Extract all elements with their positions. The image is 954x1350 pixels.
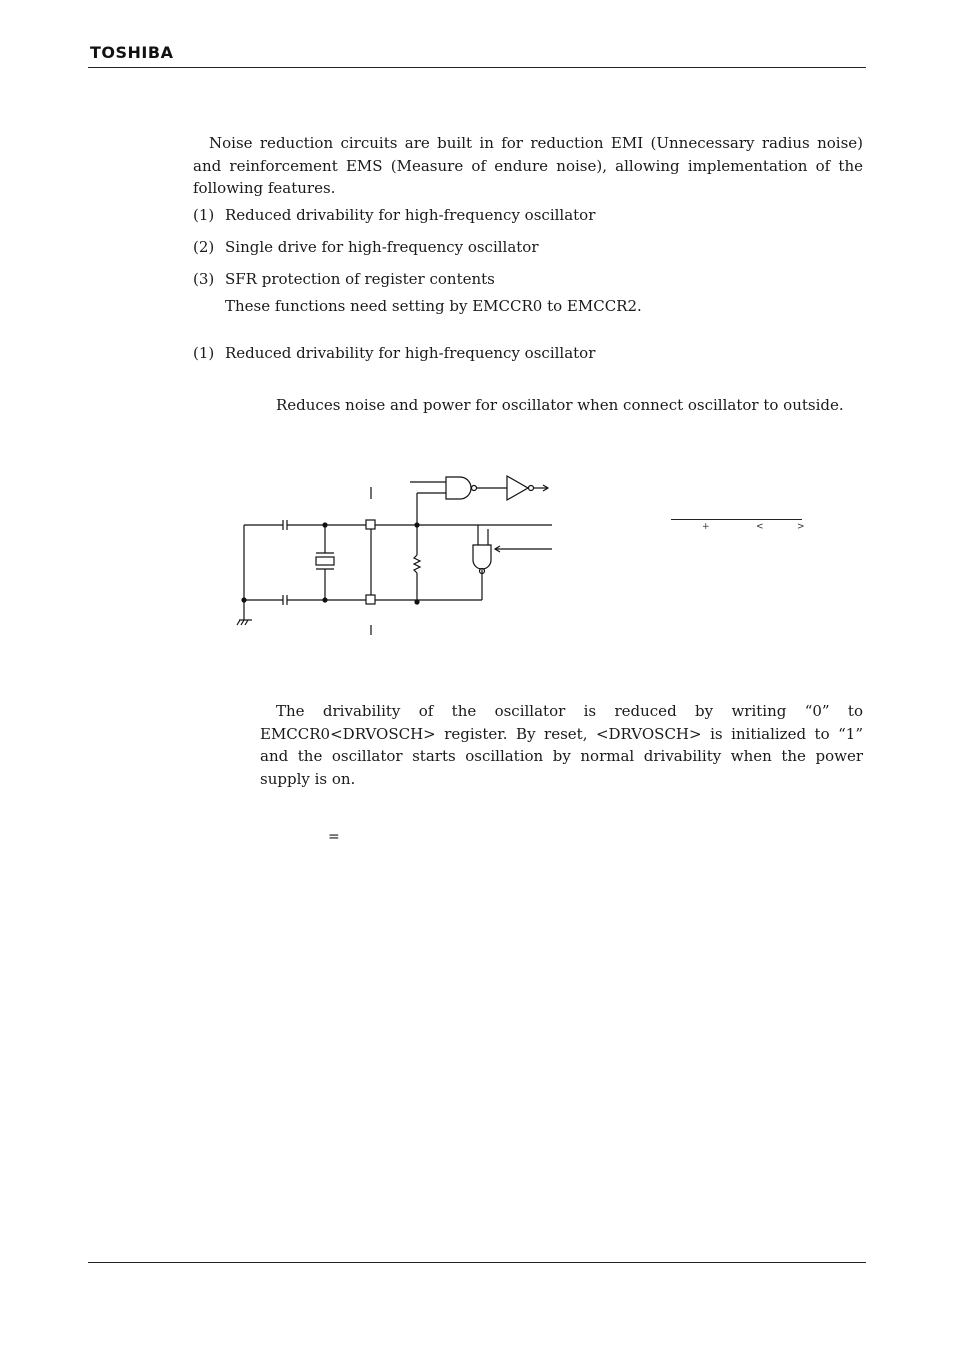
- oscillator-circuit-diagram: [230, 465, 570, 645]
- feature-text: SFR protection of register contents: [225, 270, 495, 288]
- feature-number: (2): [193, 238, 215, 256]
- legend-gt: >: [797, 522, 805, 532]
- legend-plus: +: [702, 522, 710, 532]
- legend-lt: <: [756, 522, 764, 532]
- feature-text: Single drive for high-frequency oscillator: [225, 238, 539, 256]
- section-number: (1): [193, 344, 215, 362]
- feature-number: (1): [193, 206, 215, 224]
- header-rule: [88, 67, 866, 68]
- setting-note: These functions need setting by EMCCR0 to EMCCR2.: [225, 297, 642, 315]
- feature-item-3: [193, 268, 793, 291]
- equation-fragment: =: [328, 829, 340, 845]
- feature-item-1: [193, 204, 793, 227]
- feature-number: (3): [193, 270, 215, 288]
- section-title: Reduced drivability for high-frequency oscillator: [225, 344, 596, 362]
- body-paragraph: The drivability of the oscillator is reduced by writing “0” to EMCCR0<DRVOSCH> register. By reset, <DRVOSCH> is initialized to “1” and the oscillator starts oscillation by normal drivability when the power supply is on.: [260, 702, 863, 788]
- footer-rule: [88, 1262, 866, 1263]
- legend-rule: [671, 519, 802, 520]
- section-heading: [193, 342, 793, 365]
- toshiba-logo: TOSHIBA: [90, 43, 174, 62]
- feature-text: Reduced drivability for high-frequency oscillator: [225, 206, 596, 224]
- feature-item-2: [193, 236, 793, 259]
- intro-paragraph: Noise reduction circuits are built in for reduction EMI (Unnecessary radius noise) and reinforcement EMS (Measure of endure noise), allowing implementation of the following features.: [193, 134, 863, 197]
- section-intro: Reduces noise and power for oscillator when connect oscillator to outside.: [276, 396, 844, 414]
